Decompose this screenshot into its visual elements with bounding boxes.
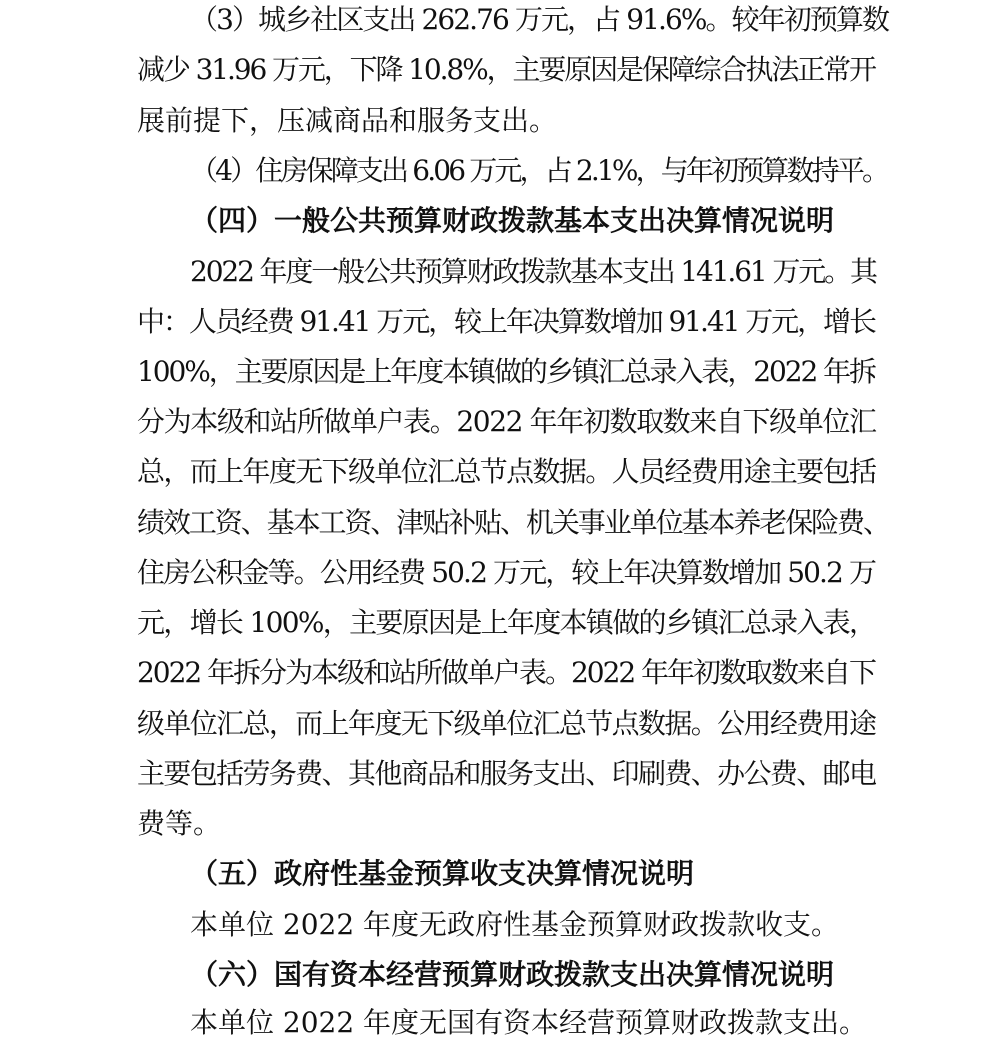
text-line: 2022 年拆分为本级和站所做单户表。2022 年年初数取数来自下 [137, 656, 875, 689]
text-line: 2022 年度一般公共预算财政拨款基本支出 141.61 万元。其 [190, 255, 876, 288]
text-line: 主要包括劳务费、其他商品和服务支出、印刷费、办公费、邮电 [137, 757, 876, 790]
text-line: 分为本级和站所做单户表。2022 年年初数取数来自下级单位汇 [137, 405, 876, 438]
section-heading: （六）国有资本经营预算财政拨款支出决算情况说明 [190, 958, 835, 991]
text-line: 级单位汇总，而上年度无下级单位汇总节点数据。公用经费用途 [137, 707, 876, 740]
text-line: 绩效工资、基本工资、津贴补贴、机关事业单位基本养老保险费、 [137, 506, 889, 539]
text-line: 费等。 [137, 807, 222, 840]
text-line: （3）城乡社区支出 262.76 万元，占 91.6%。较年初预算数 [190, 3, 889, 36]
text-line: 中：人员经费 91.41 万元，较上年决算数增加 91.41 万元，增长 [137, 305, 875, 338]
text-line: 总，而上年度无下级单位汇总节点数据。人员经费用途主要包括 [137, 455, 876, 488]
text-line: 本单位 2022 年度无政府性基金预算财政拨款收支。 [190, 908, 840, 941]
text-line: 本单位 2022 年度无国有资本经营预算财政拨款支出。 [190, 1006, 868, 1039]
text-line: （4）住房保障支出 6.06 万元，占 2.1%，与年初预算数持平。 [190, 154, 888, 187]
text-line: 住房公积金等。公用经费 50.2 万元，较上年决算数增加 50.2 万 [137, 556, 876, 589]
text-line: 减少 31.96 万元，下降 10.8%，主要原因是保障综合执法正常开 [137, 53, 875, 86]
text-line: 展前提下，压减商品和服务支出。 [137, 104, 558, 137]
text-line: 100%，主要原因是上年度本镇做的乡镇汇总录入表，2022 年拆 [137, 355, 875, 388]
section-heading: （五）政府性基金预算收支决算情况说明 [190, 857, 695, 890]
section-heading: （四）一般公共预算财政拨款基本支出决算情况说明 [190, 204, 835, 237]
text-line: 元，增长 100%，主要原因是上年度本镇做的乡镇汇总录入表， [137, 606, 876, 639]
